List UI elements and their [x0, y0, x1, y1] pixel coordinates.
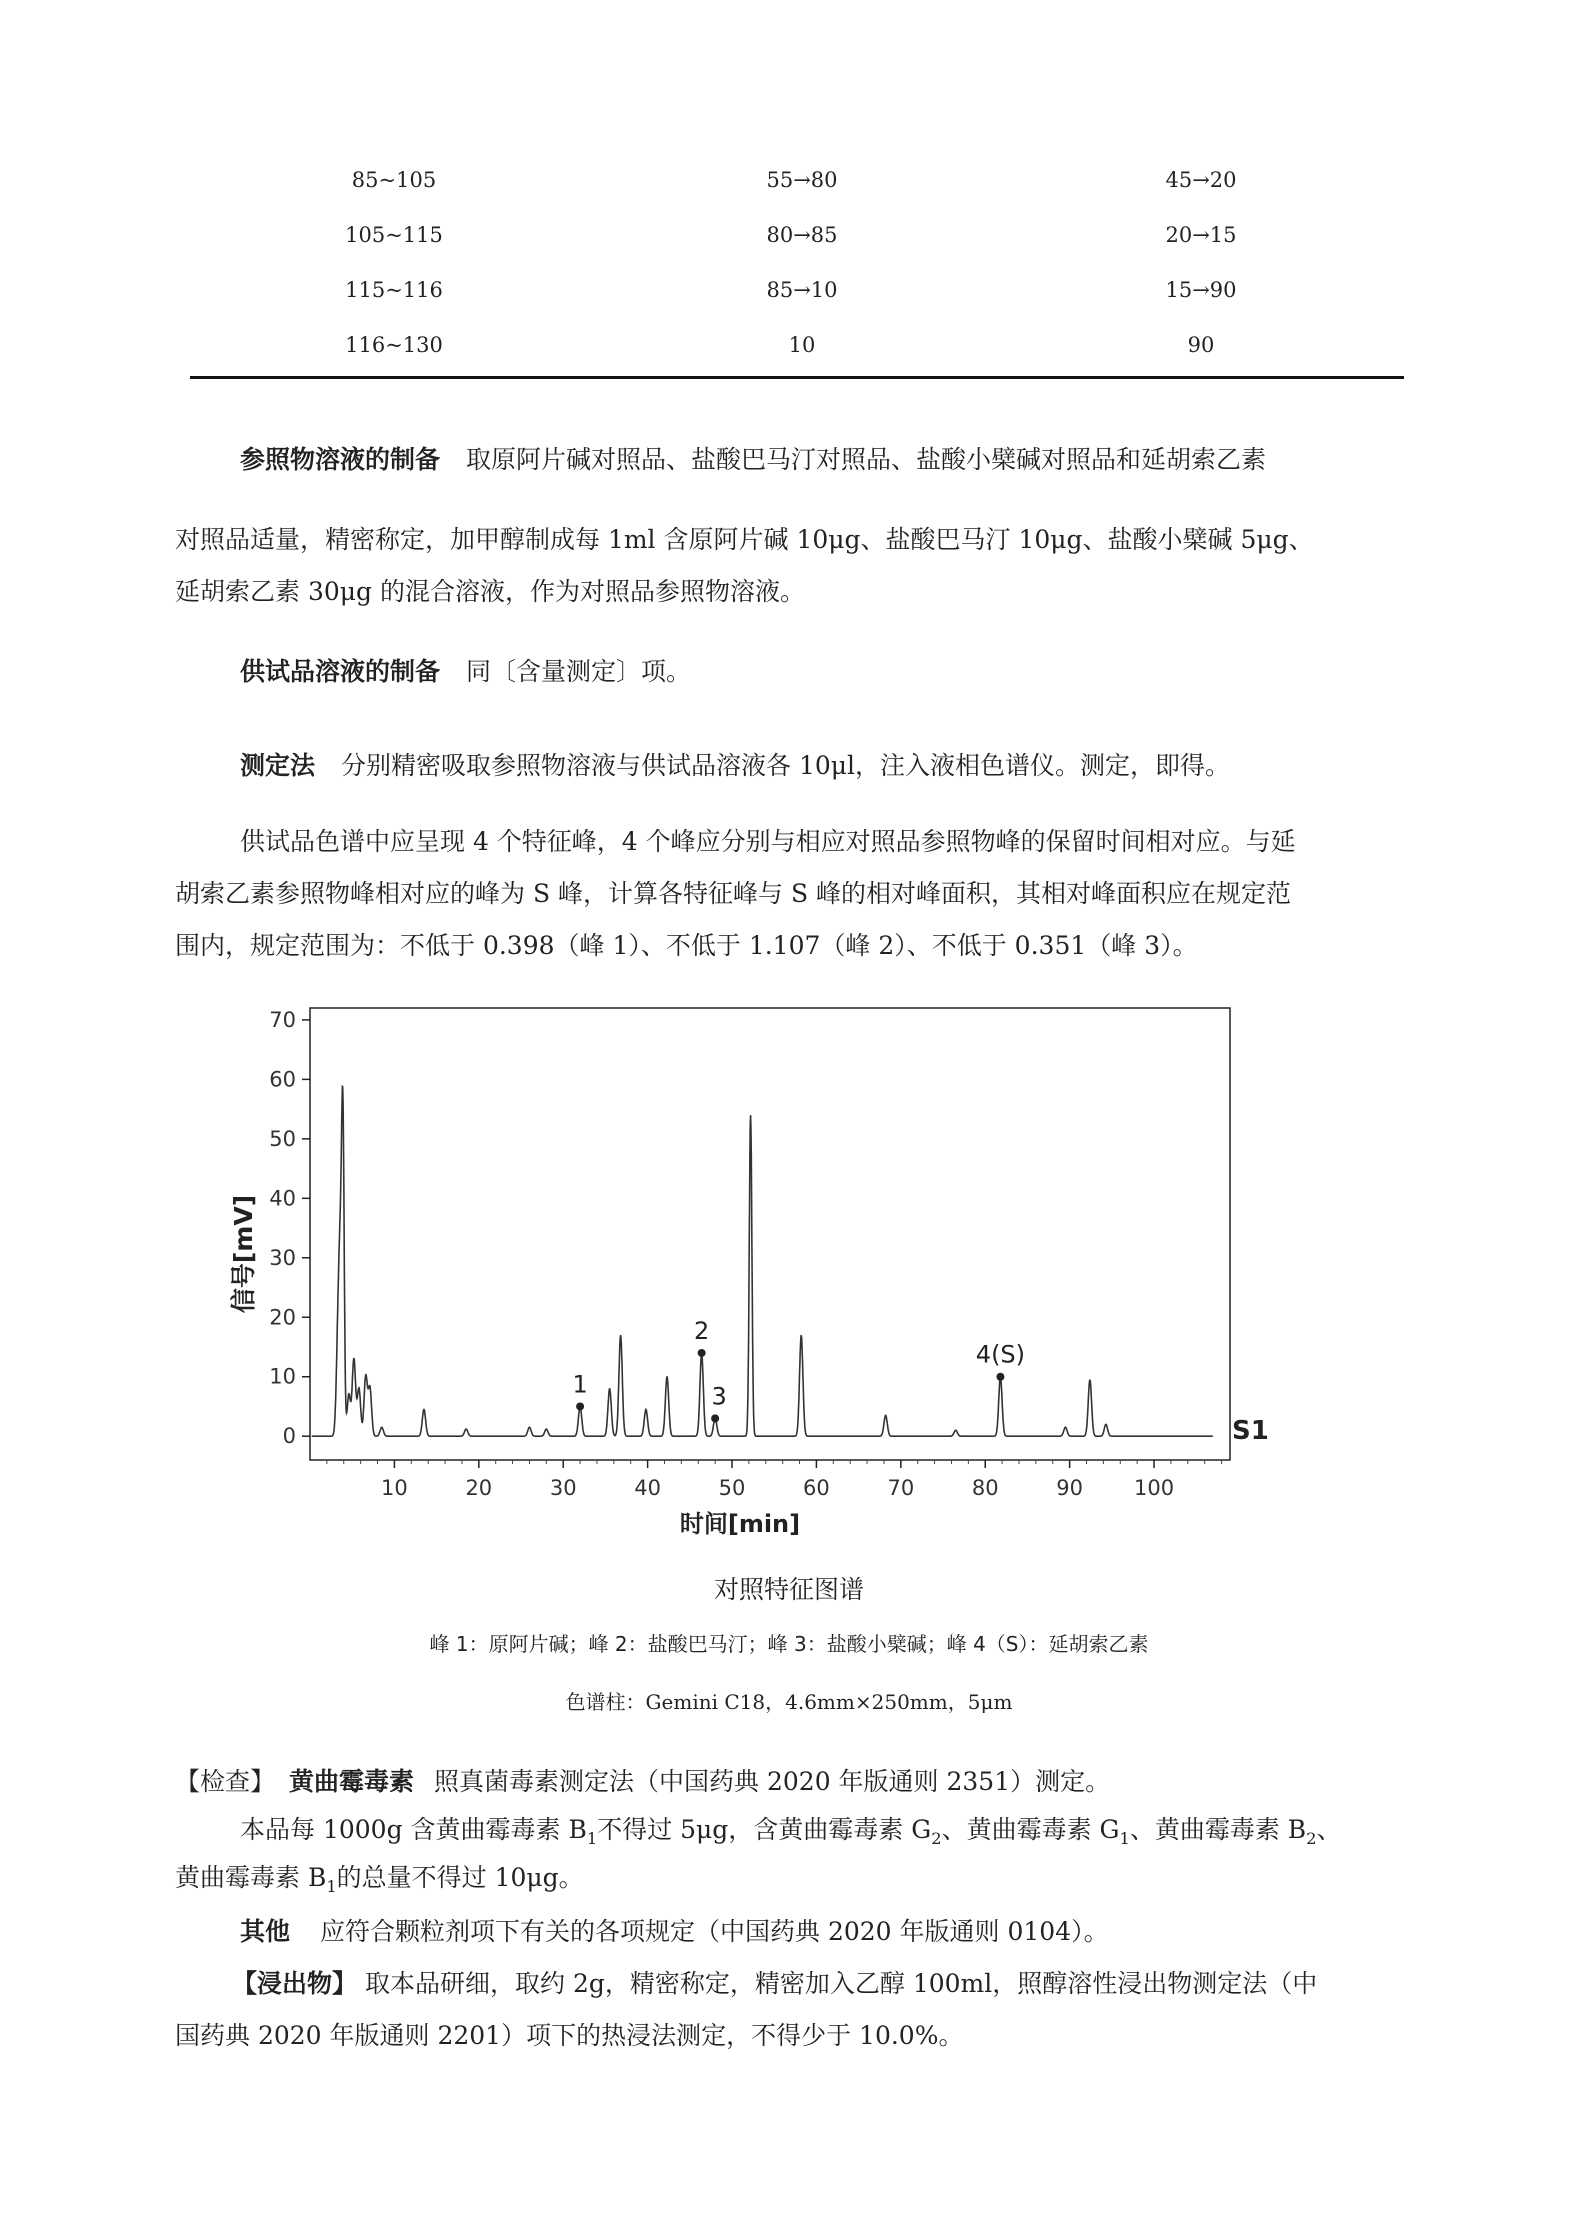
table-row — [190, 270, 1404, 325]
table-cell: 45→20 — [1165, 168, 1237, 192]
x-tick-label: 80 — [971, 1476, 999, 1500]
y-tick-label: 60 — [269, 1067, 296, 1092]
table-cell: 15→90 — [1165, 278, 1237, 302]
y-tick-label: 40 — [269, 1186, 296, 1211]
inspection-heading: 黄曲霉毒素 — [289, 1767, 415, 1796]
x-tick-label: 40 — [634, 1476, 661, 1500]
peak-label: 3 — [711, 1382, 727, 1411]
x-axis-label: 时间[min] — [679, 1510, 801, 1538]
peak-label: 2 — [693, 1316, 710, 1345]
y-tick-label: 30 — [269, 1245, 296, 1270]
y-tick-label: 20 — [269, 1305, 296, 1330]
peak-marker — [698, 1349, 706, 1357]
inspection-bracket: 【检查】 — [175, 1767, 276, 1796]
method-paragraph — [240, 746, 1230, 782]
inspection-text: 的总量不得过 10μg。 — [336, 1863, 584, 1892]
table-cell: 116~130 — [345, 333, 443, 357]
y-tick-label: 10 — [269, 1364, 296, 1389]
inspection-text: 、黄曲霉毒素 G — [941, 1815, 1120, 1844]
sample-paragraph — [240, 652, 691, 688]
table-cell: 80→85 — [766, 223, 838, 247]
table-row — [190, 215, 1404, 270]
sample-text: 同〔含量测定〕项。 — [466, 657, 692, 686]
table-cell: 20→15 — [1165, 223, 1237, 247]
chromatogram-chart — [220, 1000, 1269, 1540]
peak-label: 4(S) — [975, 1340, 1026, 1369]
x-axis-ticks — [327, 1460, 1222, 1500]
subscript: 1 — [1119, 1829, 1130, 1848]
table-cell: 115~116 — [345, 278, 443, 302]
x-tick-label: 30 — [549, 1476, 577, 1500]
peak-marker — [576, 1402, 584, 1410]
peak-marker — [996, 1373, 1004, 1381]
subscript: 1 — [326, 1877, 337, 1896]
table-row — [190, 325, 1404, 380]
other-heading: 其他 — [240, 1917, 291, 1946]
subscript: 2 — [931, 1829, 942, 1848]
extract-text: 取本品研细，取约 2g，精密称定，精密加入乙醇 100ml，照醇溶性浸出物测定法（中 — [365, 1969, 1318, 1998]
x-tick-label: 70 — [887, 1476, 915, 1500]
reference-text-1: 取原阿片碱对照品、盐酸巴马汀对照品、盐酸小檗碱对照品和延胡索乙素 — [466, 445, 1267, 474]
chart-title: 对照特征图谱 — [713, 1575, 864, 1604]
reference-paragraph-line3: 延胡索乙素 30μg 的混合溶液，作为对照品参照物溶液。 — [175, 577, 805, 606]
inspection-text: 黄曲霉毒素 B — [175, 1863, 327, 1892]
plot-frame — [310, 1008, 1230, 1460]
other-text: 应符合颗粒剂项下有关的各项规定（中国药典 2020 年版通则 0104）。 — [320, 1917, 1109, 1946]
chromatogram-svg — [220, 1000, 1269, 1540]
reference-paragraph-line2: 对照品适量，精密称定，加甲醇制成每 1ml 含原阿片碱 10μg、盐酸巴马汀 10μg、盐酸小檗碱 5μg、 — [175, 525, 1314, 554]
table-cell: 10 — [788, 333, 816, 357]
method-text: 分别精密吸取参照物溶液与供试品溶液各 10μl，注入液相色谱仪。测定，即得。 — [341, 751, 1231, 780]
x-tick-label: 50 — [718, 1476, 746, 1500]
inspection-text: 照真菌毒素测定法（中国药典 2020 年版通则 2351）测定。 — [434, 1767, 1111, 1796]
table-row — [190, 160, 1404, 215]
y-tick-label: 0 — [282, 1424, 296, 1449]
chart-column-note: 色谱柱：Gemini C18，4.6mm×250mm，5μm — [565, 1690, 1013, 1714]
x-tick-label: 10 — [381, 1476, 408, 1500]
reference-paragraph-line1 — [240, 440, 1266, 476]
peak-marker — [711, 1414, 719, 1422]
method-heading: 测定法 — [240, 751, 316, 780]
series-label: S1 — [1232, 1416, 1269, 1447]
inspection-line3 — [175, 1858, 584, 1896]
other-paragraph — [240, 1912, 1109, 1948]
chromatogram-trace — [312, 1087, 1213, 1437]
y-axis-ticks — [269, 1008, 310, 1448]
inspection-text: 本品每 1000g 含黄曲霉毒素 B — [240, 1815, 587, 1844]
inspection-line1 — [175, 1762, 1110, 1798]
x-tick-label: 20 — [465, 1476, 493, 1500]
table-cell: 90 — [1187, 333, 1215, 357]
extract-line2: 国药典 2020 年版通则 2201）项下的热浸法测定，不得少于 10.0%。 — [175, 2021, 964, 2050]
chart-peaks-note: 峰 1：原阿片碱；峰 2：盐酸巴马汀；峰 3：盐酸小檗碱；峰 4（S）：延胡索乙素 — [429, 1632, 1149, 1656]
inspection-text: 、 — [1316, 1815, 1342, 1844]
x-tick-label: 60 — [803, 1476, 830, 1500]
sample-heading: 供试品溶液的制备 — [240, 657, 441, 686]
subscript: 1 — [586, 1829, 598, 1848]
y-tick-label: 70 — [269, 1007, 296, 1032]
peak-label: 1 — [572, 1370, 588, 1399]
subscript: 2 — [1306, 1829, 1317, 1848]
criteria-line3: 围内，规定范围为：不低于 0.398（峰 1）、不低于 1.107（峰 2）、不低于 0.351（峰 3）。 — [175, 931, 1198, 960]
table-bottom-rule — [190, 376, 1404, 379]
y-tick-label: 50 — [269, 1126, 296, 1151]
inspection-line2 — [240, 1810, 1342, 1848]
x-tick-label: 100 — [1133, 1476, 1175, 1500]
criteria-line1: 供试品色谱中应呈现 4 个特征峰，4 个峰应分别与相应对照品参照物峰的保留时间相对应。与延 — [240, 827, 1296, 856]
x-tick-label: 90 — [1056, 1476, 1084, 1500]
table-cell: 85→10 — [766, 278, 838, 302]
extract-bracket: 【浸出物】 — [232, 1969, 358, 1998]
table-cell: 105~115 — [345, 223, 443, 247]
reference-heading: 参照物溶液的制备 — [240, 445, 441, 474]
inspection-text: 、黄曲霉毒素 B — [1129, 1815, 1307, 1844]
table-cell: 85~105 — [351, 168, 437, 192]
gradient-table — [190, 160, 1404, 380]
extract-line1 — [232, 1964, 1317, 2000]
table-cell: 55→80 — [766, 168, 838, 192]
inspection-text: 不得过 5μg，含黄曲霉毒素 G — [597, 1815, 932, 1844]
y-axis-label: 信号[mV] — [229, 1194, 258, 1314]
criteria-line2: 胡索乙素参照物峰相对应的峰为 S 峰，计算各特征峰与 S 峰的相对峰面积，其相对峰面积应在规定范 — [175, 879, 1292, 908]
